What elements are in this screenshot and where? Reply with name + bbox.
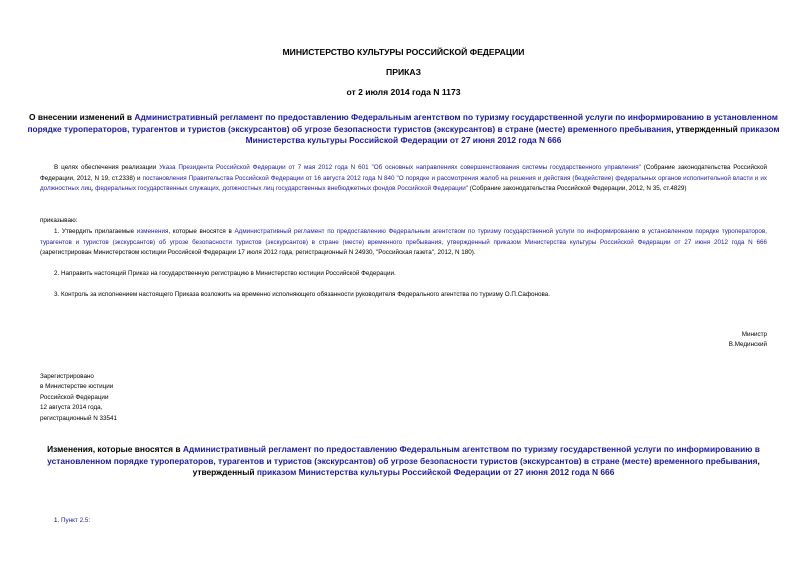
decree-601-link[interactable]: Указа Президента Российской Федерации от 7 мая 2012 года N 601 "Об основных направлениях совершенствования системы государственного управления" xyxy=(159,164,641,171)
title-prefix: О внесении изменений в xyxy=(28,112,135,122)
resolution-840-link[interactable]: постановления Правительства Российской Федерации от 16 августа 2012 года N 840 "О порядке и рассмотрения жалоб на решения и действия (бездействие) федеральных органов исполнительной власти и их должностных лиц, федеральных государственных служащих, должностных лиц государственных внебюджетных фондов Российской Федерации" xyxy=(40,174,767,193)
preamble-text-1: В целях обеспечения реализации xyxy=(54,164,160,171)
doc-type: ПРИКАЗ xyxy=(386,67,421,77)
point-2-5-link[interactable]: Пункт 2.5 xyxy=(61,517,89,524)
changes-title-prefix: Изменения, которые вносятся в xyxy=(47,444,183,454)
registration-line-4: 12 августа 2014 года, xyxy=(40,404,103,412)
registration-line-2: в Министерстве юстиции xyxy=(40,383,114,391)
registration-line-1: Зарегистрировано xyxy=(40,373,94,380)
item-1-text-2: , которые вносятся в xyxy=(168,228,235,235)
preamble-text-2: (Собрание законодательства Российской Федерации, 2012, N 19, ст.2338) и xyxy=(40,164,767,182)
signature-name: В.Мединский xyxy=(728,341,767,348)
item-1-text-3: (зарегистрирован Министерством юстиции Российской Федерации 17 июля 2012 года, регистрационный N 24930, "Российская газета", 2012, N 180). xyxy=(40,249,476,257)
regulation-link-2[interactable]: Административный регламент по предоставлению Федеральным агентством по туризму государственной услуги по информированию в установленном порядке туроператоров, турагентов и туристов (экскурсантов) об угрозе безопасности туристов (экскурсантов) в стране (месте) временного пребывания, утвержденный приказом Министерства культуры Российской Федерации от 27 июня 2012 года N 666 xyxy=(40,228,767,246)
changes-title-middle: , утвержденный xyxy=(192,455,760,478)
item-1 xyxy=(40,227,767,259)
orders-word: приказываю: xyxy=(40,217,78,224)
signature-position: Министр xyxy=(741,331,767,338)
regulation-link[interactable]: Административный регламент по предоставлению Федеральным агентством по туризму государственной услуги по информированию в установленном порядке туроператоров, турагентов и туристов (экскурсантов) об угрозе безопасности туристов (экскурсантов) в стране (месте) временного пребывания xyxy=(27,112,778,134)
registration-line-3: Российской Федерации xyxy=(40,393,109,401)
changes-title xyxy=(20,444,787,479)
order-666-link[interactable]: приказом Министерства культуры Российской Федерации от 27 июня 2012 года N 666 xyxy=(245,123,780,146)
changes-order-666-link[interactable]: приказом Министерства культуры Российской Федерации от 27 июня 2012 года N 666 xyxy=(256,467,615,478)
ministry-header: МИНИСТЕРСТВО КУЛЬТУРЫ РОССИЙСКОЙ ФЕДЕРАЦИИ xyxy=(282,47,525,57)
item-1-text-1: 1. Утвердить прилагаемые xyxy=(54,228,137,235)
registration-block xyxy=(40,372,117,424)
point-1 xyxy=(54,516,90,526)
title-middle: , утвержденный xyxy=(671,123,741,134)
order-title xyxy=(20,112,787,147)
item-2: 2. Направить настоящий Приказ на государственную регистрацию в Министерство юстиции Российской Федерации. xyxy=(54,270,396,277)
preamble-paragraph xyxy=(40,163,767,195)
item-3: 3. Контроль за исполнением настоящего Приказа возложить на временно исполняющего обязанности руководителя Федерального агентства по туризму О.П.Сафонова. xyxy=(54,291,551,298)
changes-regulation-link[interactable]: Административный регламент по предоставлению Федеральным агентством по туризму государственной услуги по информированию в установленном порядке туроператоров, турагентов и туристов (экскурсантов) об угрозе безопасности туристов (экскурсантов) в стране (месте) временного пребывания xyxy=(47,444,760,466)
point-1-prefix: 1. xyxy=(54,517,62,524)
registration-line-5: регистрационный N 33541 xyxy=(40,414,118,422)
point-1-suffix: : xyxy=(88,517,91,524)
doc-date-number: от 2 июля 2014 года N 1173 xyxy=(346,87,461,97)
changes-link[interactable]: изменения xyxy=(136,228,169,235)
preamble-text-3: (Собрание законодательства Российской Федерации, 2012, N 35, ст.4829) xyxy=(467,185,687,193)
